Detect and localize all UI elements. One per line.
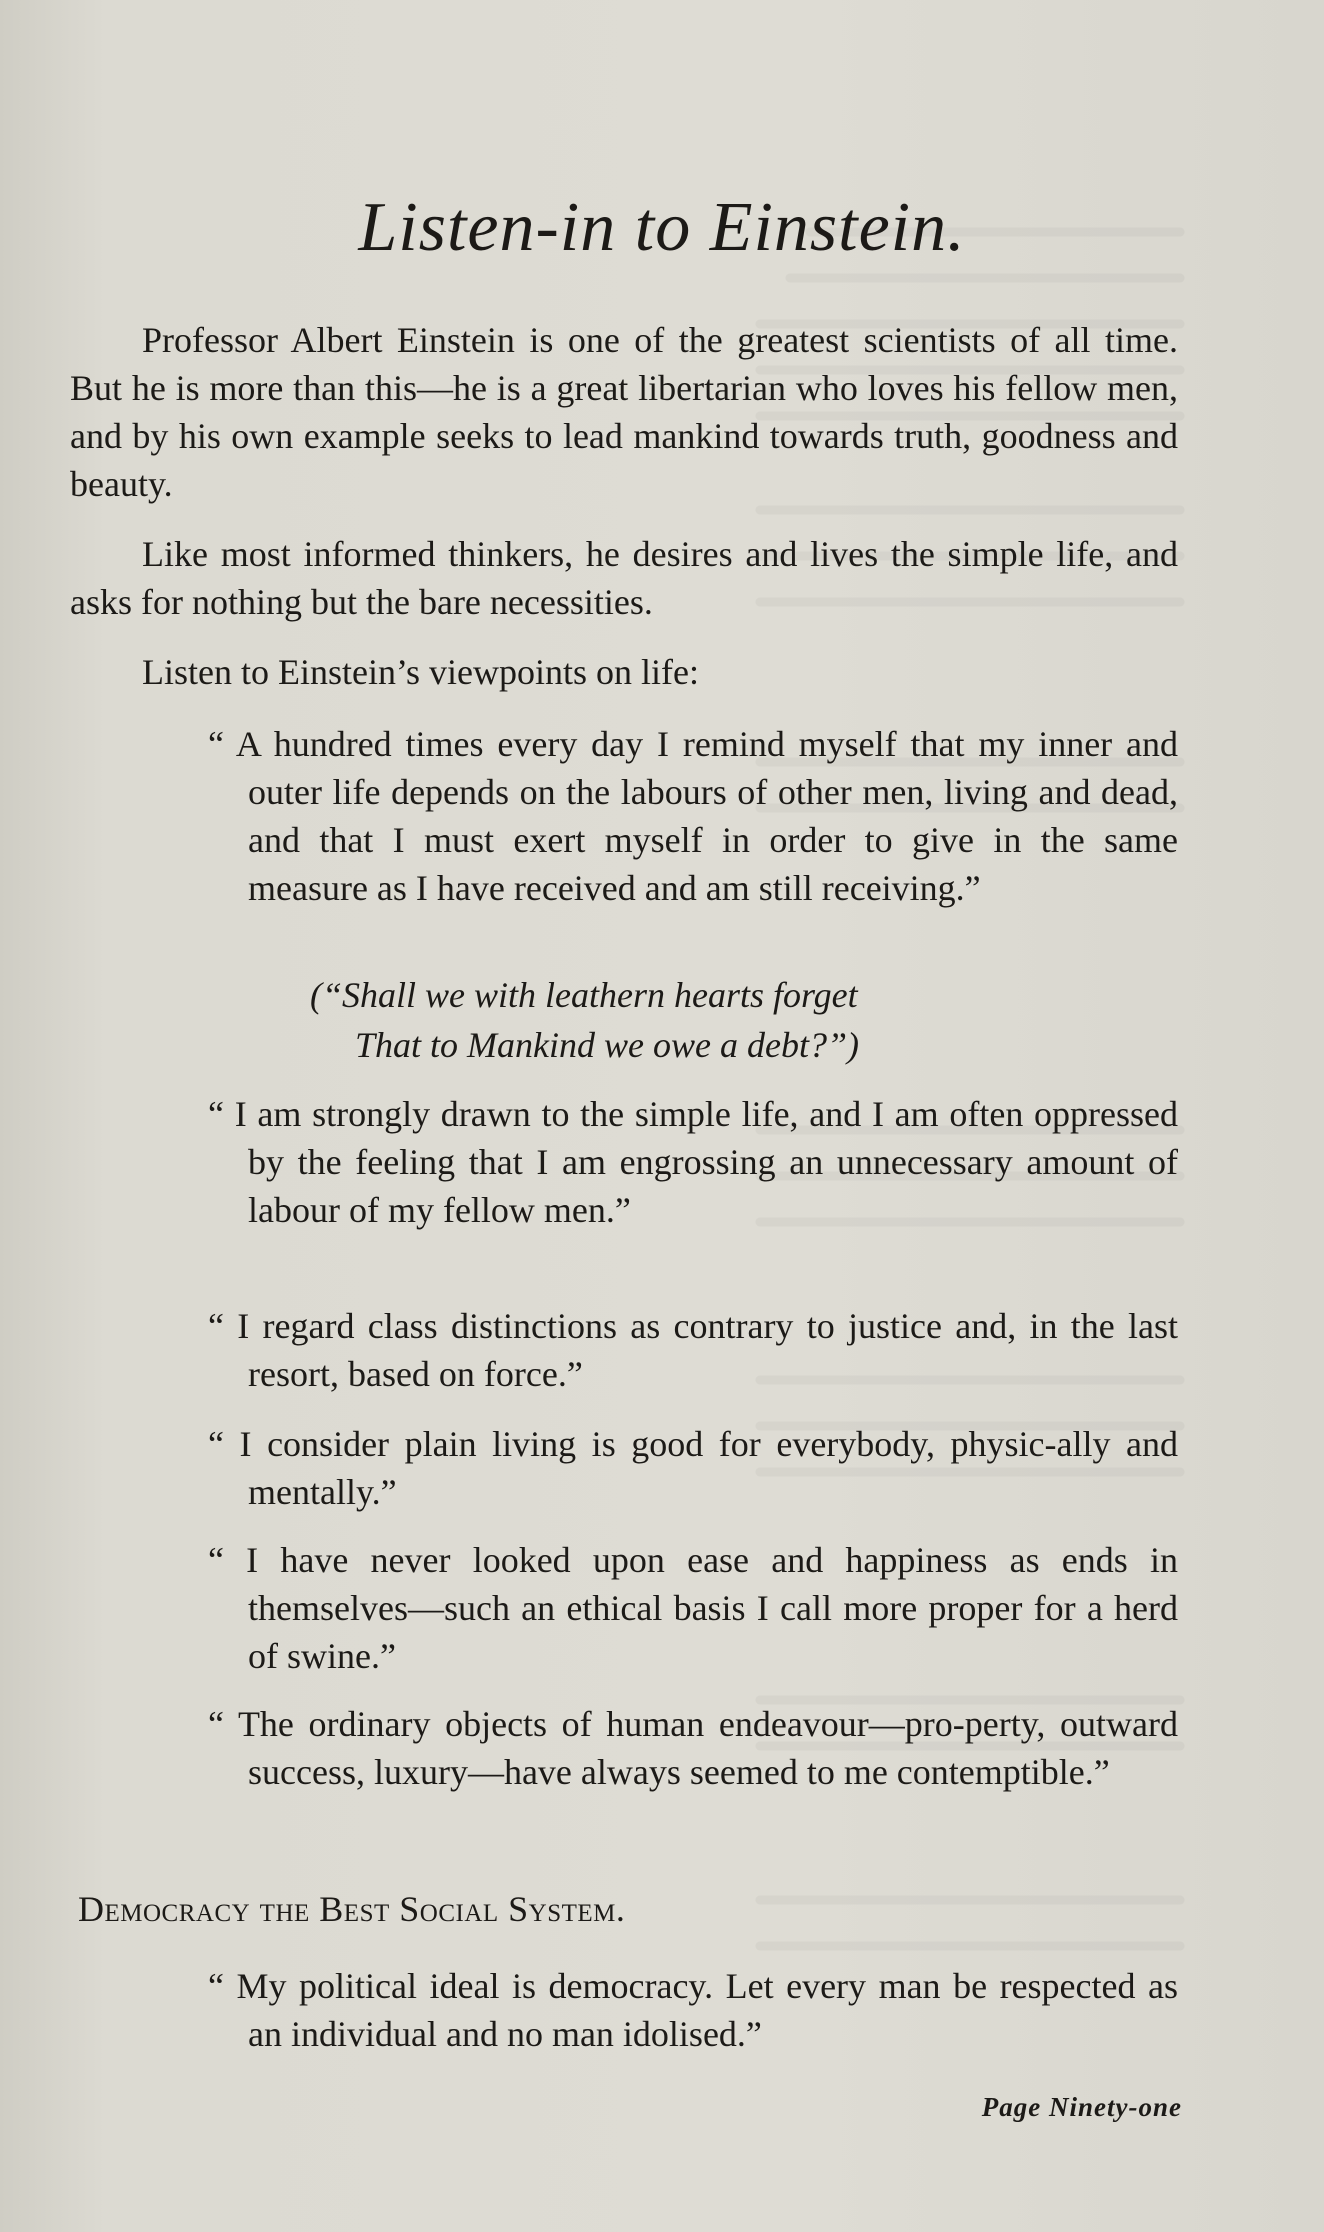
section-heading: Democracy the Best Social System. [78, 1889, 626, 1929]
page-number: Page Ninety-one [981, 2092, 1182, 2122]
verse-line-1: (“Shall we with leathern hearts forget [310, 975, 858, 1015]
page-title: Listen-in to Einstein. [358, 189, 966, 266]
quote-plain-living: “ I consider plain living is good for everybody, physic-ally and mentally.” [208, 1424, 1178, 1512]
viewpoints-intro: Listen to Einstein’s viewpoints on life: [142, 652, 699, 692]
quote-democracy: “ My political ideal is democracy. Let every man be respected as an individual and no man idolised.” [208, 1966, 1178, 2054]
quote-ordinary-objects: “ The ordinary objects of human endeavour—pro-perty, outward success, luxury—have always seemed to me contemptible.” [208, 1704, 1178, 1792]
intro-paragraph: Professor Albert Einstein is one of the greatest scientists of all time. But he is more than this—he is a great libertarian who loves his fellow men, and by his own example seeks to lead mankind towards truth, goodness and beauty. [70, 320, 1178, 504]
simple-life-paragraph: Like most informed thinkers, he desires and lives the simple life, and asks for nothing but the bare necessities. [70, 534, 1178, 622]
quote-ease-happiness: “ I have never looked upon ease and happiness as ends in themselves—such an ethical basis I call more proper for a herd of swine.” [208, 1540, 1178, 1676]
quote-class-distinctions: “ I regard class distinctions as contrary to justice and, in the last resort, based on force.” [208, 1306, 1178, 1394]
verse-line-2: That to Mankind we owe a debt?”) [355, 1025, 859, 1065]
quote-simple-life: “ I am strongly drawn to the simple life, and I am often oppressed by the feeling that I am engrossing an unnecessary amount of labour of my fellow men.” [208, 1094, 1178, 1230]
verse-quote [310, 970, 859, 1070]
quote-hundred-times: “ A hundred times every day I remind myself that my inner and outer life depends on the labours of other men, living and dead, and that I must exert myself in order to give in the same measure as I have received and am still receiving.” [208, 724, 1178, 908]
